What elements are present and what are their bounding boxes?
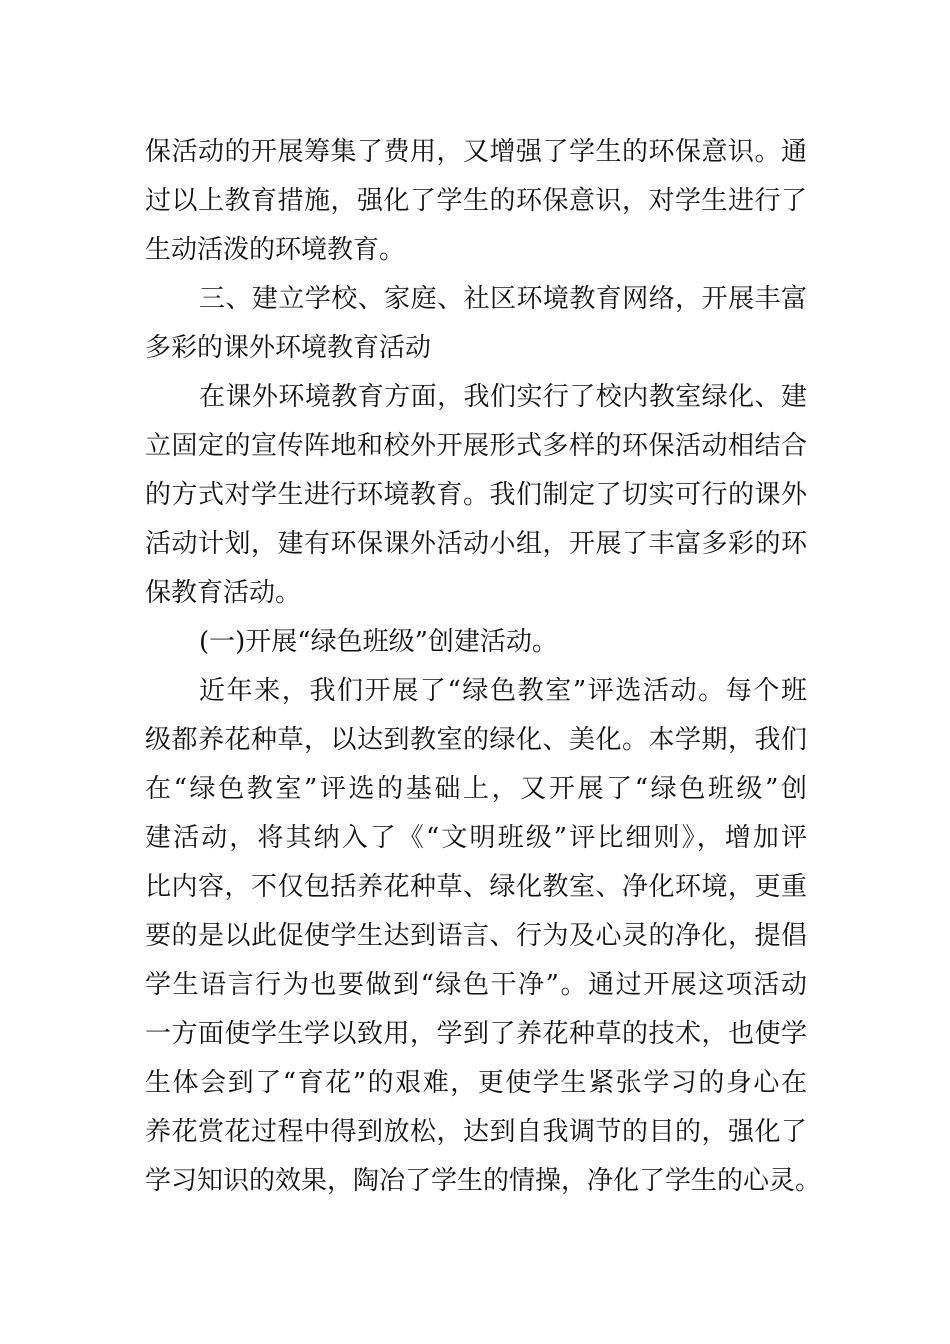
text-line: 保活动的开展筹集了费用，又增强了学生的环保意识。通: [145, 137, 807, 167]
text-line: 活动计划，建有环保课外活动小组，开展了丰富多彩的环: [145, 529, 807, 559]
text-line: 多彩的课外环境教育活动: [145, 333, 432, 363]
text-line: 生动活泼的环境教育。: [145, 235, 406, 265]
text-line: 学生语言行为也要做到“绿色干净”。通过开展这项活动: [145, 970, 807, 1000]
text-line: 生体会到了“育花”的艰难，更使学生紧张学习的身心在: [145, 1068, 807, 1098]
text-line: 建活动，将其纳入了《“文明班级”评比细则》，增加评: [145, 823, 807, 853]
text-line: 要的是以此促使学生达到语言、行为及心灵的净化，提倡: [145, 921, 807, 951]
text-line: 养花赏花过程中得到放松，达到自我调节的目的，强化了: [145, 1117, 807, 1147]
text-line: (一)开展“绿色班级”创建活动。: [199, 627, 558, 657]
text-line: 过以上教育措施，强化了学生的环保意识，对学生进行了: [145, 186, 807, 216]
text-line: 在课外环境教育方面，我们实行了校内教室绿化、建: [199, 382, 807, 412]
text-line: 近年来，我们开展了“绿色教室”评选活动。每个班: [199, 676, 807, 706]
text-line: 立固定的宣传阵地和校外开展形式多样的环保活动相结合: [145, 431, 807, 461]
text-line: 三、建立学校、家庭、社区环境教育网络，开展丰富: [199, 284, 807, 314]
text-line: 在“绿色教室”评选的基础上，又开展了“绿色班级”创: [145, 774, 807, 804]
text-line: 级都养花种草，以达到教室的绿化、美化。本学期，我们: [145, 725, 807, 755]
text-line: 的方式对学生进行环境教育。我们制定了切实可行的课外: [145, 480, 807, 510]
document-body: [145, 128, 822, 1206]
text-line: 一方面使学生学以致用，学到了养花种草的技术，也使学: [145, 1019, 807, 1049]
text-line: 比内容，不仅包括养花种草、绿化教室、净化环境，更重: [145, 872, 807, 902]
text-line: 保教育活动。: [145, 578, 302, 608]
text-line: 学习知识的效果，陶冶了学生的情操，净化了学生的心灵。: [145, 1166, 822, 1196]
